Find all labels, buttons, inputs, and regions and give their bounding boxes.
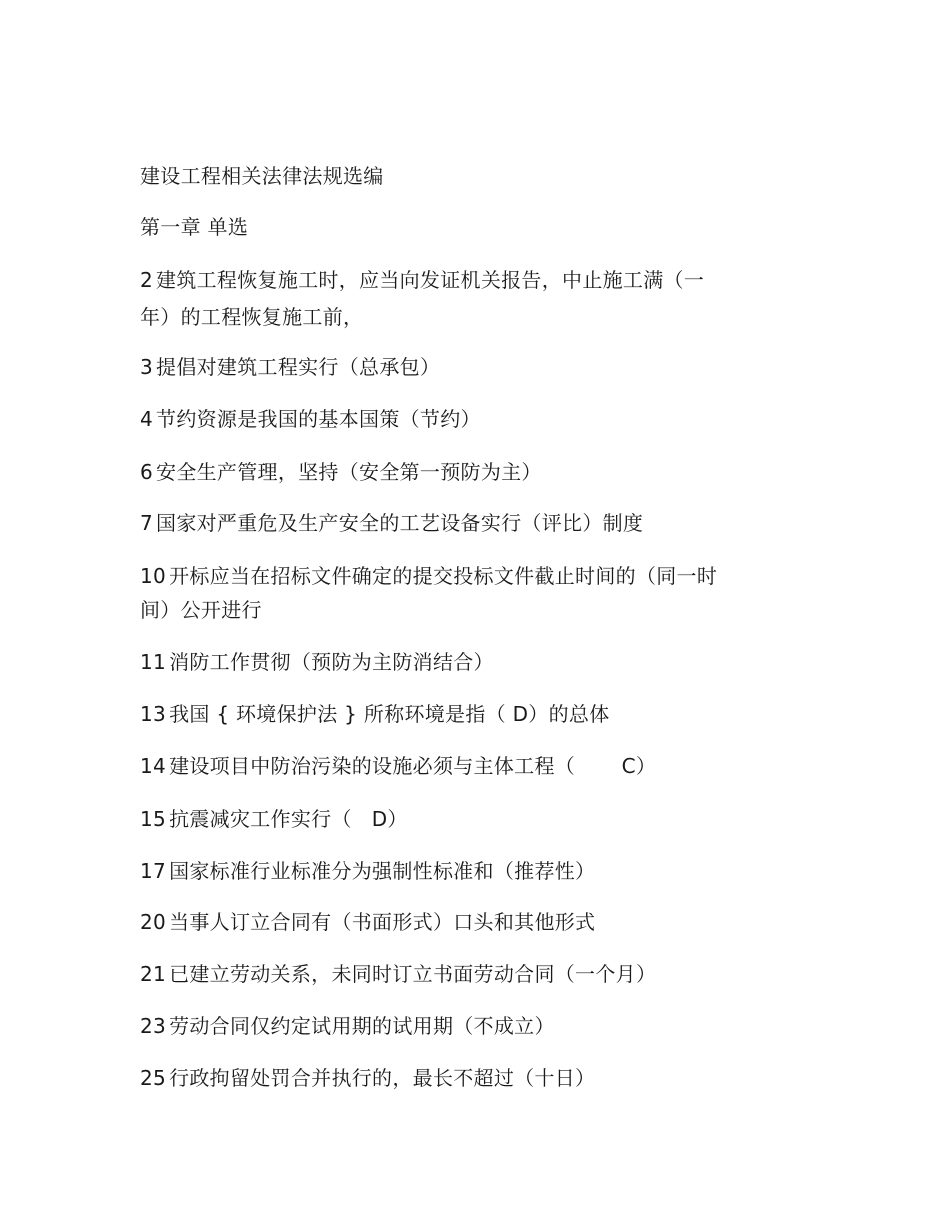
item-number: 20 — [140, 910, 167, 934]
item-text-continued: 年）的工程恢复施工前， — [140, 305, 364, 329]
item-number: 13 — [140, 702, 167, 726]
item-text: 当事人订立合同有（书面形式）口头和其他形式 — [169, 910, 596, 934]
item-text: 国家标准行业标准分为强制性标准和（推荐性） — [169, 859, 596, 883]
item-text-continued: 间）公开进行 — [140, 598, 262, 622]
item-text: 消防工作贯彻（预防为主防消结合） — [169, 650, 494, 674]
item-number: 3 — [140, 355, 154, 379]
item-text: 抗震减灾工作实行（ D） — [169, 807, 408, 831]
item-text: 劳动合同仅约定试用期的试用期（不成立） — [169, 1014, 555, 1038]
item-text: 建筑工程恢复施工时，应当向发证机关报告，中止施工满（一 — [156, 268, 705, 292]
item-number: 2 — [140, 268, 154, 292]
item-text: 开标应当在招标文件确定的提交投标文件截止时间的（同一时 — [169, 564, 718, 588]
item-text: 我国 { 环境保护法 } 所称环境是指（ D）的总体 — [169, 702, 610, 726]
item-text: 提倡对建筑工程实行（总承包） — [156, 355, 441, 379]
chapter-heading: 第一章 单选 — [140, 215, 249, 239]
item-text: 行政拘留处罚合并执行的，最长不超过（十日） — [169, 1066, 596, 1090]
document-title: 建设工程相关法律法规选编 — [140, 164, 384, 188]
item-text: 已建立劳动关系，未同时订立书面劳动合同（一个月） — [169, 962, 657, 986]
item-number: 14 — [140, 754, 167, 778]
item-text: 安全生产管理，坚持（安全第一预防为主） — [156, 460, 542, 484]
item-number: 25 — [140, 1066, 167, 1090]
item-number: 4 — [140, 407, 154, 431]
item-text: 建设项目中防治污染的设施必须与主体工程（ C） — [169, 754, 657, 778]
item-text: 节约资源是我国的基本国策（节约） — [156, 407, 481, 431]
item-number: 11 — [140, 650, 167, 674]
item-number: 15 — [140, 807, 167, 831]
item-number: 6 — [140, 460, 154, 484]
item-text: 国家对严重危及生产安全的工艺设备实行（评比）制度 — [156, 511, 644, 535]
item-number: 7 — [140, 511, 154, 535]
item-number: 17 — [140, 859, 167, 883]
item-number: 23 — [140, 1014, 167, 1038]
item-number: 10 — [140, 564, 167, 588]
item-number: 21 — [140, 962, 167, 986]
